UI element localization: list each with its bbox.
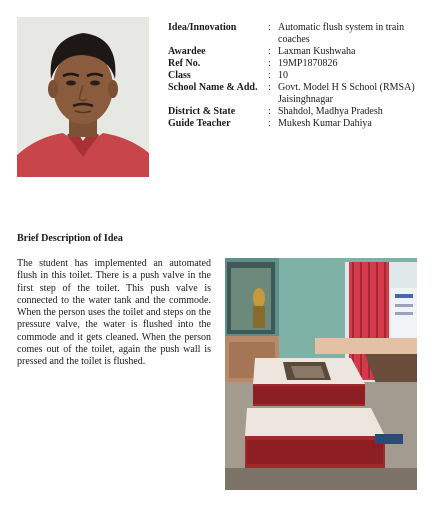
info-separator: :	[268, 70, 271, 81]
awardee-info-table	[168, 22, 430, 130]
info-label: School Name & Add.	[168, 82, 258, 93]
info-value: Mukesh Kumar Dahiya	[278, 118, 372, 129]
info-label: Idea/Innovation	[168, 22, 237, 33]
info-value: 19MP1870826	[278, 58, 338, 69]
info-separator: :	[268, 106, 271, 117]
section-heading: Brief Description of Idea	[17, 233, 123, 244]
description-paragraph: The student has implemented an automated flush in this toilet. There is a push valve in the first step of the toilet. This push valve is connected to the water tank and the commode. When the person uses the toilet and steps on the pressure valve, the water is flushed into the commode and it gets cleaned. When the person comes out of the toilet, again the push wall is pressed and the toilet is flushed.	[17, 258, 211, 368]
info-label: District & State	[168, 106, 236, 117]
info-row-ref	[168, 58, 430, 70]
info-label: Awardee	[168, 46, 206, 57]
info-separator: :	[268, 58, 271, 69]
info-separator: :	[268, 22, 271, 33]
toilet-model-photo	[225, 258, 417, 490]
info-label: Ref No.	[168, 58, 201, 69]
info-row-district	[168, 106, 430, 118]
info-row-guide	[168, 118, 430, 130]
info-row-idea	[168, 22, 430, 46]
info-separator: :	[268, 118, 271, 129]
info-value: 10	[278, 70, 288, 81]
info-separator: :	[268, 82, 271, 93]
info-label: Class	[168, 70, 191, 81]
info-row-awardee	[168, 46, 430, 58]
info-separator: :	[268, 46, 271, 57]
info-label: Guide Teacher	[168, 118, 231, 129]
info-row-class	[168, 70, 430, 82]
info-value: Laxman Kushwaha	[278, 46, 356, 57]
info-value: Shahdol, Madhya Pradesh	[278, 106, 383, 117]
info-value: Automatic flush system in train coaches	[278, 22, 405, 45]
awardee-photo	[17, 17, 149, 177]
info-row-school	[168, 82, 430, 106]
info-value: Govt. Model H S School (RMSA) Jaisinghnagar	[278, 82, 415, 105]
